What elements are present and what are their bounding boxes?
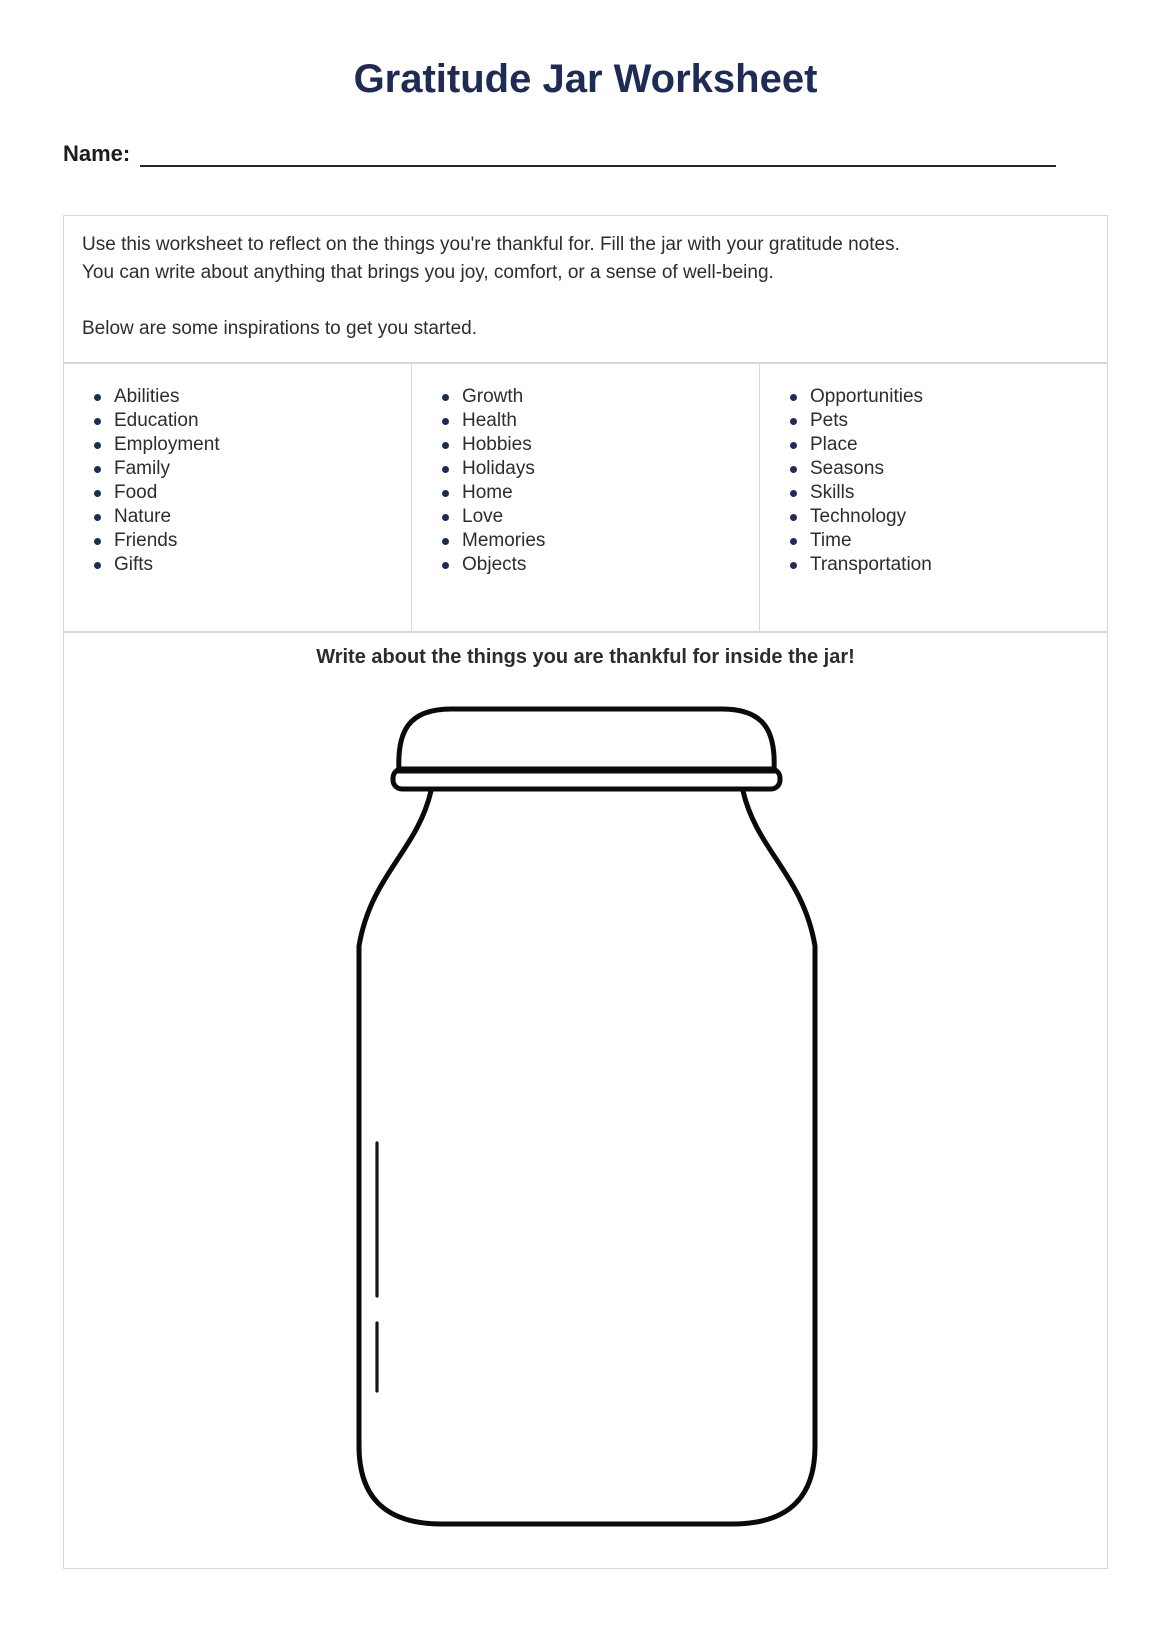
jar-body-outline [359, 791, 815, 1524]
list-item [442, 385, 759, 409]
bullet-icon [442, 442, 449, 449]
bullet-icon [442, 514, 449, 521]
list-item-label: Nature [114, 506, 172, 527]
name-row [63, 141, 1056, 167]
list-item-label: Employment [114, 434, 220, 455]
list-item-label: Transportation [810, 554, 932, 575]
bullet-icon [790, 442, 797, 449]
list-item [94, 409, 411, 433]
list-item [790, 457, 1107, 481]
list-item-label: Holidays [462, 458, 535, 479]
inspiration-column-2 [411, 364, 759, 631]
list-item-label: Opportunities [810, 386, 924, 407]
list-item-label: Home [462, 482, 513, 503]
list-item-label: Objects [462, 554, 527, 575]
bullet-icon [790, 490, 797, 497]
bullet-icon [94, 490, 101, 497]
bullet-icon [94, 562, 101, 569]
list-item-label: Love [462, 506, 504, 527]
list-item-label: Growth [462, 386, 524, 407]
bullet-icon [94, 466, 101, 473]
list-item-label: Memories [462, 530, 546, 551]
intro-line: Use this worksheet to reflect on the things you're thankful for. Fill the jar with your gratitude notes. [82, 234, 900, 255]
list-item-label: Pets [810, 410, 849, 431]
jar-section [63, 632, 1108, 1569]
list-item-label: Hobbies [462, 434, 532, 455]
bullet-icon [790, 562, 797, 569]
bullet-icon [442, 418, 449, 425]
bullet-icon [94, 514, 101, 521]
inspiration-list [412, 364, 759, 577]
list-item [790, 409, 1107, 433]
list-item [94, 433, 411, 457]
jar-illustration [341, 701, 841, 1561]
bullet-icon [790, 394, 797, 401]
name-label: Name: [63, 141, 131, 166]
list-item [442, 481, 759, 505]
bullet-icon [442, 490, 449, 497]
list-item-label: Education [114, 410, 199, 431]
list-item [790, 505, 1107, 529]
list-item-label: Time [810, 530, 852, 551]
intro-footer-line: Below are some inspirations to get you started. [82, 318, 477, 339]
list-item-label: Seasons [810, 458, 884, 479]
bullet-icon [94, 442, 101, 449]
jar-lid [399, 709, 774, 771]
list-item-label: Technology [810, 506, 907, 527]
bullet-icon [442, 562, 449, 569]
list-item [94, 481, 411, 505]
inspiration-list [64, 364, 411, 577]
list-item-label: Health [462, 410, 517, 431]
intro-spacer [82, 287, 1089, 315]
list-item [442, 409, 759, 433]
bullet-icon [442, 394, 449, 401]
list-item [790, 433, 1107, 457]
list-item [442, 505, 759, 529]
list-item [94, 553, 411, 577]
bullet-icon [790, 418, 797, 425]
list-item [790, 529, 1107, 553]
list-item [790, 553, 1107, 577]
bullet-icon [790, 514, 797, 521]
list-item-label: Abilities [114, 386, 180, 407]
list-item-label: Family [114, 458, 170, 479]
list-item [790, 481, 1107, 505]
bullet-icon [94, 418, 101, 425]
list-item [442, 457, 759, 481]
list-item [94, 457, 411, 481]
jar-heading: Write about the things you are thankful for inside the jar! [316, 646, 855, 668]
list-item [94, 529, 411, 553]
list-item [94, 505, 411, 529]
list-item [790, 385, 1107, 409]
list-item-label: Place [810, 434, 858, 455]
inspiration-lists [63, 363, 1108, 632]
inspiration-column-3 [759, 364, 1107, 631]
bullet-icon [442, 538, 449, 545]
inspiration-column-1 [64, 364, 411, 631]
list-item [442, 529, 759, 553]
bullet-icon [790, 466, 797, 473]
bullet-icon [442, 466, 449, 473]
list-item [94, 385, 411, 409]
bullet-icon [790, 538, 797, 545]
intro-box [63, 215, 1108, 363]
list-item-label: Skills [810, 482, 855, 503]
intro-line: You can write about anything that brings you joy, comfort, or a sense of well-being. [82, 262, 774, 283]
list-item-label: Gifts [114, 554, 154, 575]
list-item-label: Food [114, 482, 158, 503]
list-item [442, 433, 759, 457]
bullet-icon [94, 538, 101, 545]
name-field-line[interactable] [140, 141, 1056, 167]
list-item [442, 553, 759, 577]
list-item-label: Friends [114, 530, 178, 551]
bullet-icon [94, 394, 101, 401]
page-title: Gratitude Jar Worksheet [353, 57, 818, 101]
inspiration-list [760, 364, 1107, 577]
